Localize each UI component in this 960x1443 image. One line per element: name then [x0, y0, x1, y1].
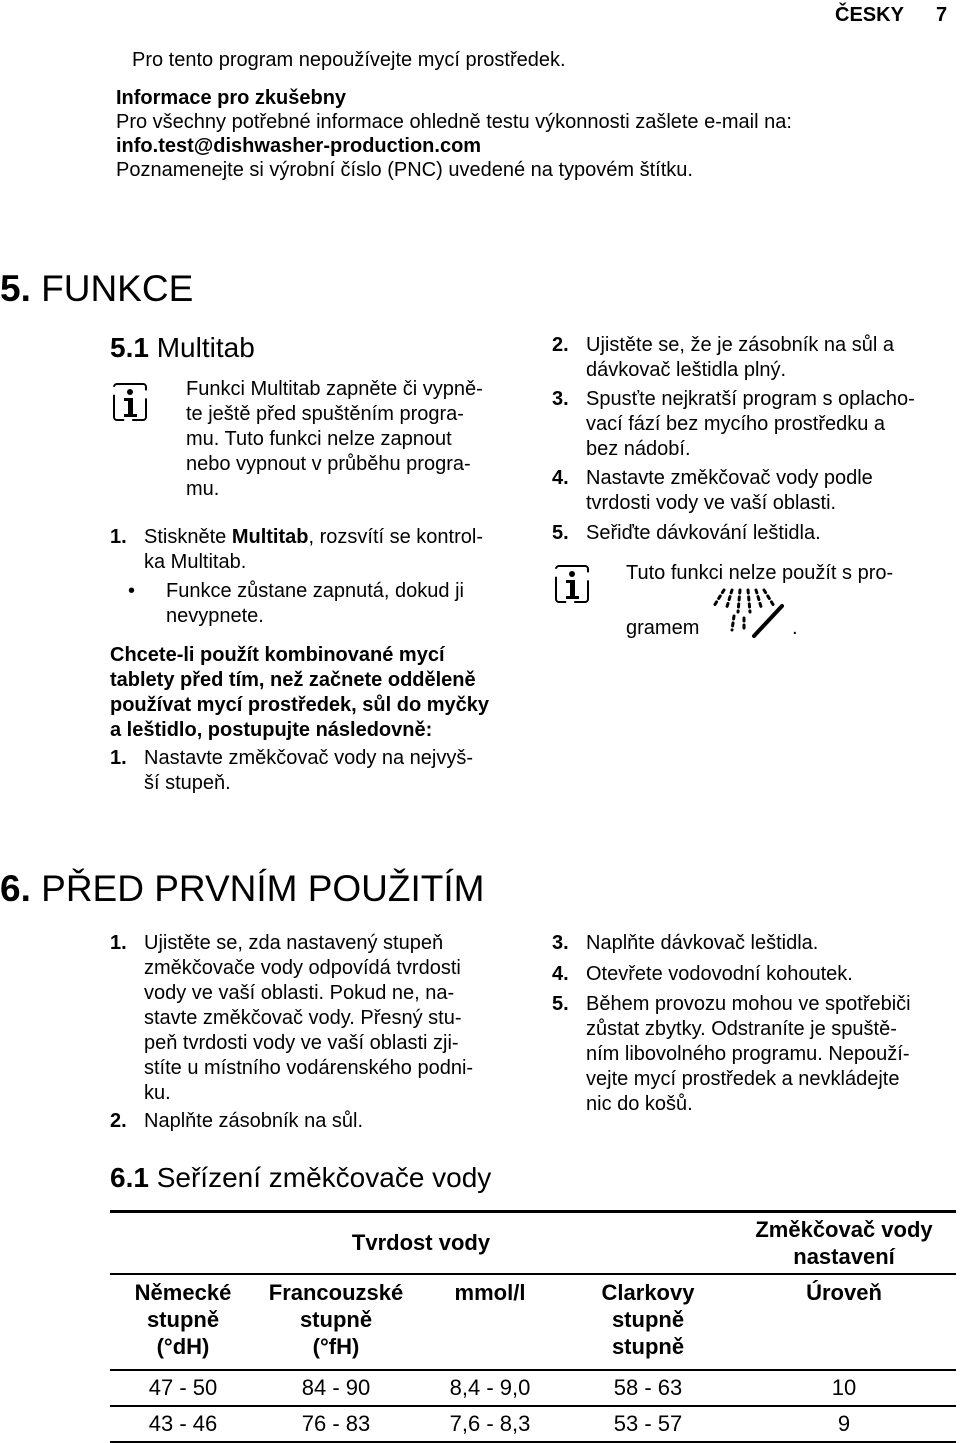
subsection-5-1-title: [110, 332, 255, 364]
section5-number: 5.: [0, 268, 31, 309]
table-cell: 7,6 - 8,3: [416, 1406, 564, 1442]
table-group-water-hardness: Tvrdost vody: [110, 1212, 732, 1274]
softener-step-1: 1. Nastavte změkčovač vody na nejvyš- ší stupeň.: [110, 747, 474, 794]
table-cell: 43 - 46: [110, 1406, 256, 1442]
table-group-header-row: [110, 1212, 956, 1274]
first-use-step-2: 2. Naplňte zásobník na sůl.: [110, 1110, 364, 1132]
section6-title: [0, 868, 485, 910]
rinse-program-icon: [712, 586, 788, 642]
table-cell: 47 - 50: [110, 1370, 256, 1406]
header-language: ČESKY: [835, 4, 904, 26]
table-cell: 9: [732, 1406, 956, 1442]
softener-step-3: 3. Spusťte nejkratší program s oplacho- vací fází bez mycího prostředku a bez nádobí.: [552, 388, 915, 460]
multitab-step-1: 1. Stiskněte Multitab, rozsvítí se kontrol- ka Multitab.: [110, 526, 483, 573]
table-cell: 10: [732, 1370, 956, 1406]
first-use-step-3: 3. Naplňte dávkovač leštidla.: [552, 932, 819, 954]
table-cell: 76 - 83: [256, 1406, 416, 1442]
softener-step-4: 4. Nastavte změkčovač vody podle tvrdosti vody ve vaší oblasti.: [552, 467, 873, 514]
table-cell: 53 - 57: [564, 1406, 732, 1442]
section5-title: [0, 268, 193, 310]
subsection-5-1-text: Multitab: [156, 332, 255, 363]
table-header-german: Německé stupně (°dH): [110, 1274, 256, 1370]
page-number: 7: [936, 4, 948, 26]
subsection-6-1-text: Seřízení změkčovače vody: [156, 1162, 492, 1193]
softener-step-2: 2. Ujistěte se, že je zásobník na sůl a dávkovač leštidla plný.: [552, 334, 894, 381]
rinse-info-line2: gramem: [626, 617, 700, 639]
table-header-french: Francouzské stupně (°fH): [256, 1274, 416, 1370]
subsection-6-1-number: 6.1: [110, 1162, 149, 1193]
table-row: [110, 1406, 956, 1442]
table-header-mmol: mmol/l: [416, 1274, 564, 1370]
table-header-level: Úroveň: [732, 1274, 956, 1370]
subsection-5-1-number: 5.1: [110, 332, 149, 363]
info-icon: [554, 564, 590, 604]
lab-heading: Informace pro zkušebny: [116, 87, 347, 109]
rinse-info-line1: Tuto funkci nelze použít s pro-: [626, 562, 894, 584]
first-use-step-5: 5. Během provozu mohou ve spotřebiči zůstat zbytky. Odstraníte je spuště- ním libovolného programu. Nepouží- vejte mycí prostředek a nevkládejte nic do košů.: [552, 993, 911, 1115]
multitab-info-text: Funkci Multitab zapněte či vypně- te ještě před spuštěním progra- mu. Tuto funkci nelze zapnout nebo vypnout v průběhu progra- mu.: [186, 378, 483, 500]
table-cell: 8,4 - 9,0: [416, 1370, 564, 1406]
combined-tablets-note: Chcete-li použít kombinované mycí tablety před tím, než začnete odděleně používat mycí prostředek, sůl do myčky a leštidlo, postupujte následovně:: [110, 644, 490, 741]
section5-title-text: FUNKCE: [41, 268, 194, 309]
subsection-6-1-title: [110, 1162, 491, 1194]
table-cell: 84 - 90: [256, 1370, 416, 1406]
info-icon: [112, 382, 148, 422]
rinse-info-period: .: [792, 617, 798, 639]
section6-number: 6.: [0, 868, 31, 909]
multitab-bullet: • Funkce zůstane zapnutá, dokud ji nevypnete.: [128, 580, 464, 627]
lab-line1: Pro všechny potřebné informace ohledně testu výkonnosti zašlete e-mail na:: [116, 111, 792, 133]
table-header-clarke: Clarkovy stupně stupně: [564, 1274, 732, 1370]
table-cell: 58 - 63: [564, 1370, 732, 1406]
water-hardness-table: [110, 1210, 956, 1443]
lab-line2: Poznamenejte si výrobní číslo (PNC) uvedené na typovém štítku.: [116, 159, 693, 181]
section6-title-text: PŘED PRVNÍM POUŽITÍM: [41, 868, 485, 909]
lab-email: info.test@dishwasher-production.com: [116, 135, 482, 157]
intro-note: Pro tento program nepoužívejte mycí prostředek.: [132, 49, 566, 71]
table-column-header-row: [110, 1274, 956, 1370]
first-use-step-1: 1. Ujistěte se, zda nastavený stupeň změkčovače vody odpovídá tvrdosti vody ve vaší oblasti. Pokud ne, na- stavte změkčovač vody. Přesný stu- peň tvrdosti vody ve vaší oblasti zji- stíte u místního vodárenského podni- ku.: [110, 932, 474, 1104]
table-group-softener: Změkčovač vody nastavení: [732, 1212, 956, 1274]
softener-step-5: 5. Seřiďte dávkování leštidla.: [552, 522, 821, 544]
table-row: [110, 1370, 956, 1406]
first-use-step-4: 4. Otevřete vodovodní kohoutek.: [552, 963, 853, 985]
